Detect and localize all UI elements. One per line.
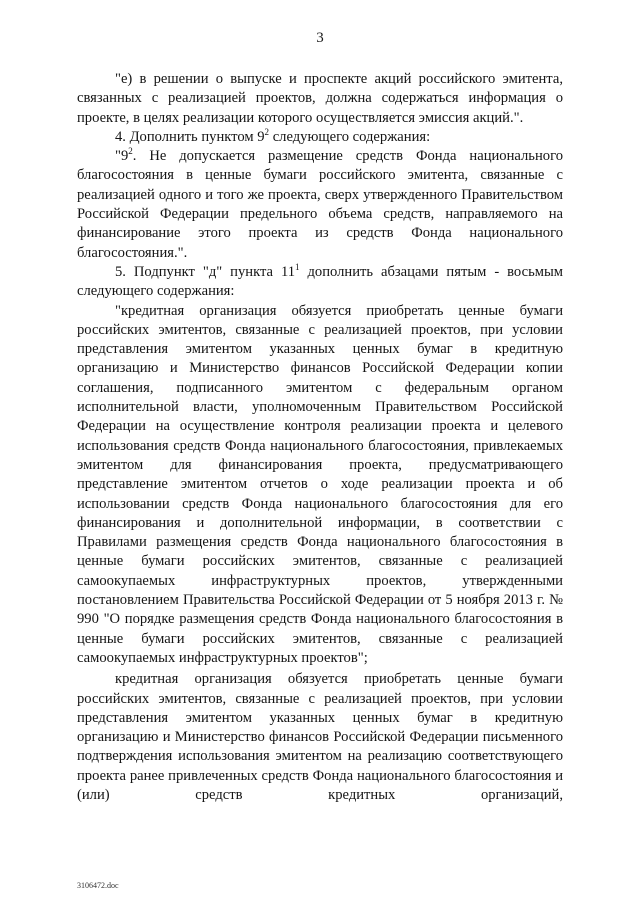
paragraph-item-5-tail: дополнить абзацами пятым - восьмым следующего содержания: <box>77 263 564 300</box>
paragraph-quote-e: "е) в решении о выпуске и проспекте акций российского эмитента, связанных с реализацией проектов, должна содержаться информация о проекте, в целях реализации которого осуществляется эмиссия акций.". <box>77 71 563 126</box>
page-number: 3 <box>316 30 324 46</box>
clause-9-2-text: . Не допускается размещение средств Фонда национального благосостояния в ценные бумаги российского эмитента, связанные с реализацией одного и того же проекта, сверх утвержденного Правительством Российской Федерации предельного объема средств, направляемого на финансирование этого проекта из средств Фонда национального благосостояния.". <box>77 148 563 261</box>
paragraph-item-5 <box>77 263 563 302</box>
paragraph-clause-9-2 <box>77 147 563 263</box>
superscript: 2 <box>128 146 133 157</box>
superscript: 1 <box>295 262 300 273</box>
superscript: 2 <box>264 127 270 138</box>
paragraph-credit-org-2: кредитная организация обязуется приобретать ценные бумаги российских эмитентов, связанные с реализацией проектов, при условии представления эмитентом указанных ценных бумаг в кредитную организацию и Министерство финансов Российской Федерации письменного подтверждения использования эмитентом на реализацию соответствующего проекта ранее привлеченных средств Фонда национального благосостояния и (или) средств кредитных организаций, <box>77 671 563 803</box>
document-body <box>77 70 563 805</box>
clause-9-2-number: "9 <box>115 148 129 165</box>
paragraph-credit-org-1: "кредитная организация обязуется приобретать ценные бумаги российских эмитентов, связанные с реализацией проектов, при условии представления эмитентом указанных ценных бумаг в кредитную организацию и Министерство финансов Российской Федерации копии соглашения, подписанного эмитентом с федеральным органом исполнительной власти, уполномоченным Правительством Российской Федерации на осуществление контроля реализации проекта и целевого использования средств Фонда национального благосостояния, привлекаемых эмитентом для финансирования проекта, предусматривающего представление эмитентом отчетов о ходе реализации проекта и об использовании средств Фонда национального благосостояния для его финансирования и дополнительной информации, в соответствии с Правилами размещения средств Фонда национального благосостояния в ценные бумаги российских эмитентов, связанные с реализацией самоокупаемых инфраструктурных проектов, утвержденными постановлением Правительства Российской Федерации от 5 ноября 2013 г. № 990 "О порядке размещения средств Фонда национального благосостояния в ценные бумаги российских эмитентов, связанные с реализацией самоокупаемых инфраструктурных проектов"; <box>77 302 563 666</box>
paragraph-item-4 <box>77 128 563 147</box>
paragraph-item-5-text: 5. Подпункт "д" пункта 11 <box>115 263 296 280</box>
paragraph-item-4-text: 4. Дополнить пунктом 9 <box>115 128 265 145</box>
paragraph-item-4-tail: следующего содержания: <box>269 128 431 145</box>
footer-filename: 3106472.doc <box>77 881 119 890</box>
